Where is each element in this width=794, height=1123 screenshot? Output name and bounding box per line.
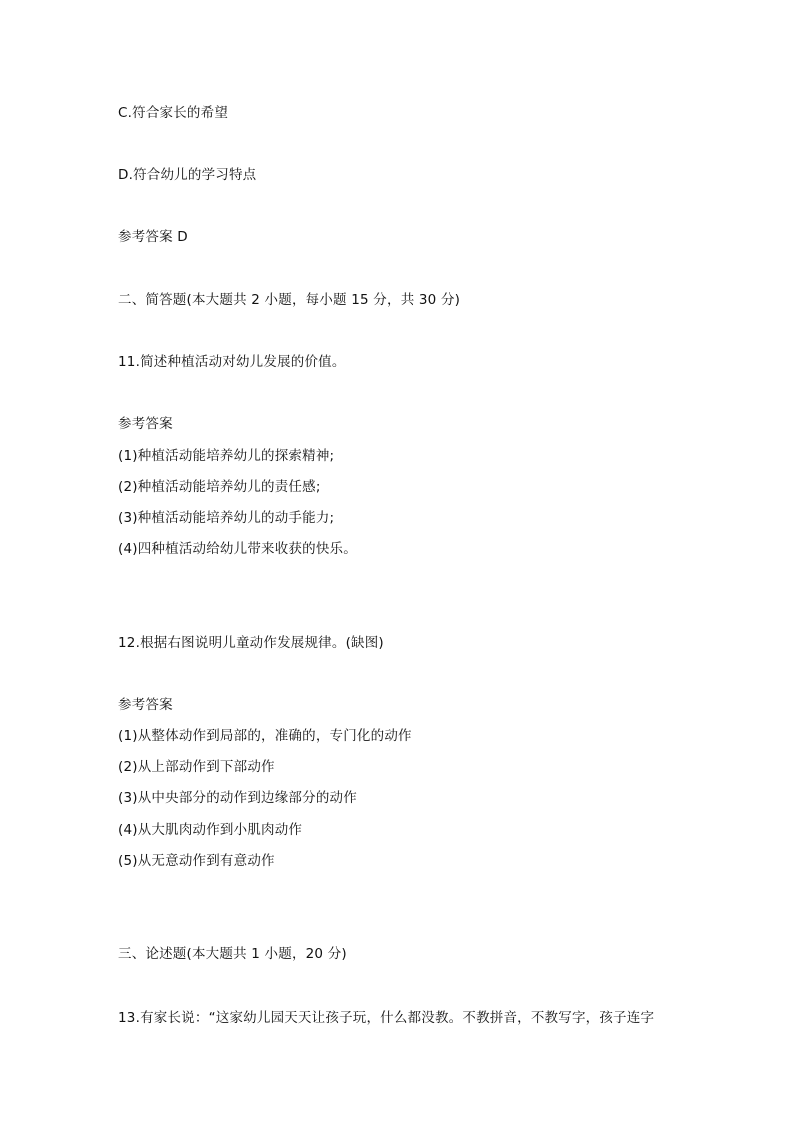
q11-point: (3)种植活动能培养幼儿的动手能力;	[118, 510, 335, 526]
q12-question: 12.根据右图说明儿童动作发展规律。(缺图)	[118, 635, 384, 651]
section2-heading: 二、简答题(本大题共 2 小题，每小题 15 分，共 30 分)	[118, 292, 461, 308]
q11-point: (4)四种植活动给幼儿带来收获的快乐。	[118, 541, 357, 557]
q11-point: (2)种植活动能培养幼儿的责任感;	[118, 479, 321, 495]
q12-point: (1)从整体动作到局部的，准确的，专门化的动作	[118, 728, 412, 744]
q10-option-c: C.符合家长的希望	[118, 105, 229, 121]
section3-heading: 三、论述题(本大题共 1 小题，20 分)	[118, 946, 347, 962]
q12-answer-label: 参考答案	[118, 697, 173, 713]
q13-question: 13.有家长说：“这家幼儿园天天让孩子玩，什么都没教。不教拼音，不教写字，孩子连字	[118, 1010, 655, 1026]
q10-option-d: D.符合幼儿的学习特点	[118, 167, 257, 183]
q12-point: (4)从大肌肉动作到小肌肉动作	[118, 822, 303, 838]
q10-answer: 参考答案 D	[118, 229, 188, 245]
q11-answer-label: 参考答案	[118, 416, 173, 432]
q11-point: (1)种植活动能培养幼儿的探索精神;	[118, 448, 335, 464]
q12-point: (5)从无意动作到有意动作	[118, 853, 275, 869]
q11-question: 11.简述种植活动对幼儿发展的价值。	[118, 354, 346, 370]
q12-point: (3)从中央部分的动作到边缘部分的动作	[118, 790, 357, 806]
q12-point: (2)从上部动作到下部动作	[118, 759, 275, 775]
